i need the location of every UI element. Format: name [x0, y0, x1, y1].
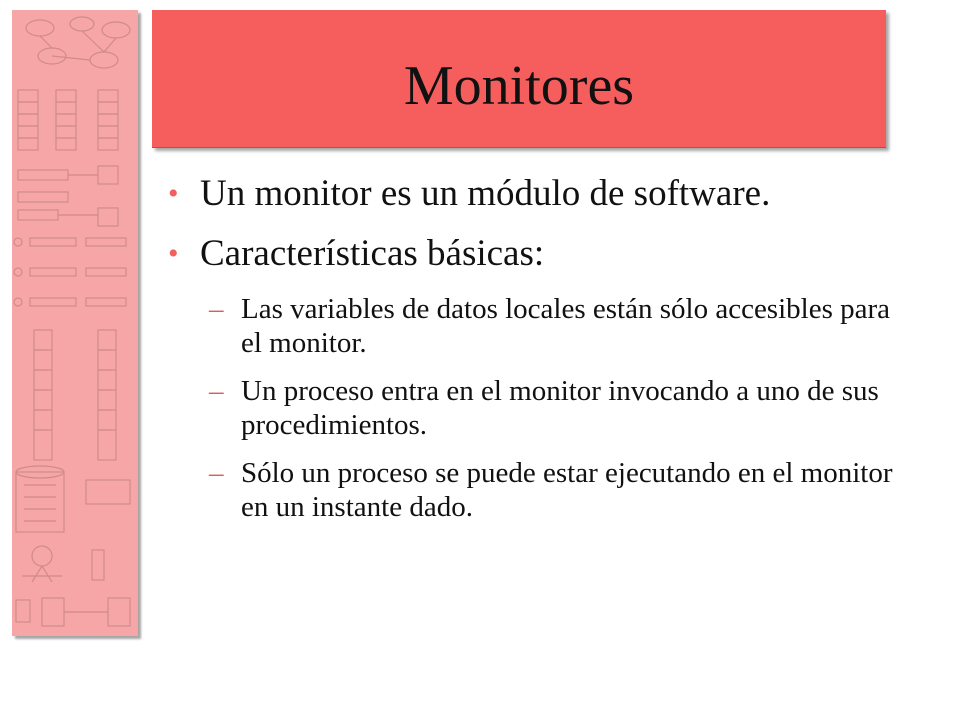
- sub-bullet-item: [168, 292, 898, 360]
- dash-marker: –: [209, 293, 224, 325]
- sub-bullet-text: Un proceso entra en el monitor invocando a uno de sus procedimientos.: [241, 375, 879, 441]
- bullet-marker: •: [168, 237, 179, 270]
- sub-bullet-text: Sólo un proceso se puede estar ejecutando en el monitor en un instante dado.: [241, 457, 893, 523]
- slide-body: [168, 172, 898, 538]
- sub-bullet-text: Las variables de datos locales están sólo accesibles para el monitor.: [241, 293, 891, 359]
- bullet-item: [168, 232, 898, 276]
- sub-bullet-item: [168, 456, 898, 524]
- sub-bullet-item: [168, 374, 898, 442]
- bullet-text: Características básicas:: [200, 233, 545, 274]
- dash-marker: –: [209, 375, 224, 407]
- bullet-text: Un monitor es un módulo de software.: [200, 173, 771, 214]
- bullet-item: [168, 172, 898, 216]
- page-title: Monitores: [403, 55, 635, 117]
- dash-marker: –: [209, 457, 224, 489]
- bullet-marker: •: [168, 177, 179, 210]
- diagram-watermark-icon: [12, 10, 138, 636]
- decorative-diagram-strip: [12, 10, 138, 636]
- title-banner: [152, 10, 886, 148]
